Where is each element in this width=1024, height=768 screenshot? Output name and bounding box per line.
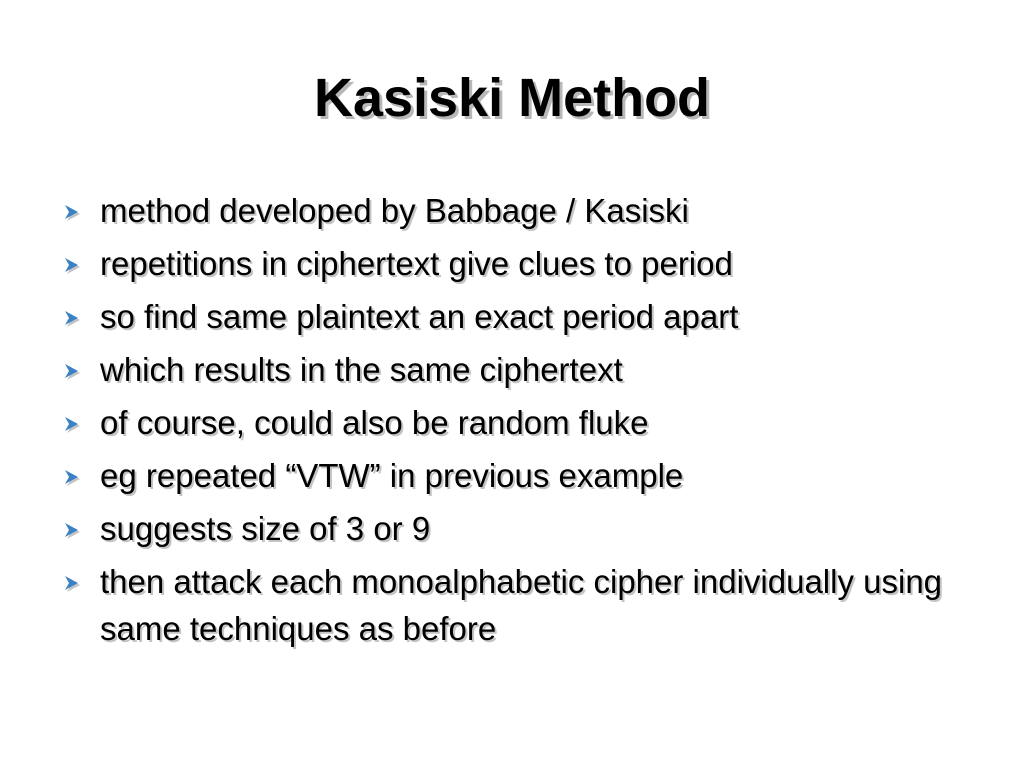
bullet-text: then attack each monoalphabetic cipher individually using same techniques as before: [100, 563, 943, 647]
bullet-item: [62, 506, 962, 553]
arrowhead-bullet-icon: [64, 257, 82, 275]
bullet-text: eg repeated “VTW” in previous example: [100, 457, 684, 494]
arrowhead-bullet-icon: [64, 522, 82, 540]
arrowhead-bullet-icon: [64, 310, 82, 328]
bullet-text: method developed by Babbage / Kasiski: [100, 192, 689, 229]
bullet-text: of course, could also be random fluke: [100, 404, 649, 441]
arrowhead-bullet-icon: [64, 204, 82, 222]
bullet-text: so find same plaintext an exact period apart: [100, 298, 739, 335]
bullet-item: [62, 347, 962, 394]
bullet-item: [62, 453, 962, 500]
bullet-item: [62, 241, 962, 288]
bullet-text: suggests size of 3 or 9: [100, 510, 431, 547]
bullet-text: repetitions in ciphertext give clues to period: [100, 245, 733, 282]
bullet-list: [62, 188, 962, 659]
slide-title: Kasiski Method: [313, 68, 711, 128]
arrowhead-bullet-icon: [64, 363, 82, 381]
bullet-text: which results in the same ciphertext: [100, 351, 623, 388]
bullet-item: [62, 559, 962, 652]
arrowhead-bullet-icon: [64, 575, 82, 593]
arrowhead-bullet-icon: [64, 416, 82, 434]
bullet-item: [62, 400, 962, 447]
bullet-item: [62, 188, 962, 235]
arrowhead-bullet-icon: [64, 469, 82, 487]
bullet-item: [62, 294, 962, 341]
